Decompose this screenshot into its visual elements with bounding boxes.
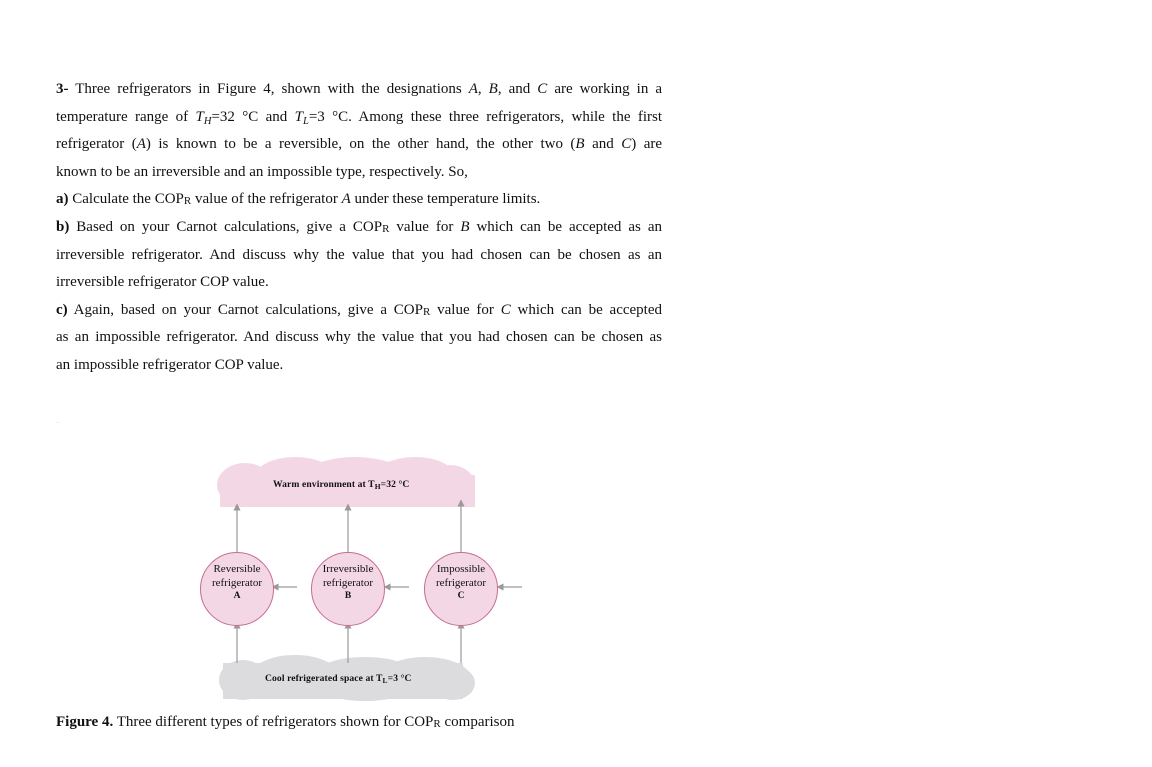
text-span: temperature range of	[56, 108, 196, 125]
text-span: are working in a	[547, 81, 662, 97]
fridge-c-line1: Impossible	[436, 563, 486, 575]
var-c: C	[500, 301, 511, 318]
var-a: A	[136, 136, 146, 153]
var-c: C	[537, 81, 548, 97]
caption-label: Figure 4.	[56, 714, 114, 730]
text-span: and	[592, 136, 614, 153]
part-a-label: a)	[56, 191, 69, 208]
text-span: which can be accepted	[510, 301, 662, 318]
fridge-a-line2: refrigerator	[211, 576, 263, 589]
text-span: =3 °C. Among these three refrigerators, while the first	[308, 108, 663, 125]
part-a	[56, 186, 662, 214]
cool-label	[265, 673, 412, 685]
part-b-label: b)	[56, 218, 70, 235]
sub-h: H	[203, 115, 212, 127]
text-span: Calculate the COP	[68, 191, 184, 208]
fridge-c	[424, 552, 498, 626]
fridge-b-line1: Irreversible	[322, 563, 374, 575]
var-a: A	[341, 191, 351, 208]
fridge-a-line1: Reversible	[213, 563, 261, 575]
fridge-a	[200, 552, 274, 626]
var-a: A	[468, 81, 478, 97]
question-number: 3-	[56, 81, 69, 97]
text-span: ) is known to be a reversible, on the other hand, the other two (	[145, 136, 576, 153]
part-c-line-1	[56, 297, 662, 325]
warm-label	[273, 479, 409, 491]
text-span: ) are	[631, 136, 663, 153]
fridge-c-letter: C	[457, 591, 465, 601]
text-span: which can be accepted as an	[469, 218, 663, 235]
text-span: comparison	[440, 714, 515, 730]
text-span: =32 °C	[380, 479, 410, 490]
part-c-label: c)	[56, 301, 68, 318]
text-span: Warm environment at T	[273, 479, 375, 490]
text-span: Again, based on your Carnot calculations, give a COP	[67, 301, 423, 318]
text-span: =3 °C	[387, 673, 412, 684]
question-3	[56, 76, 662, 380]
tiny-mark: ...	[56, 420, 60, 425]
part-c-line-3: an impossible refrigerator COP value.	[56, 356, 284, 373]
sub-r: R	[433, 718, 441, 730]
question-line-4: known to be an irreversible and an impossible type, respectively. So,	[56, 163, 468, 180]
question-line-2	[56, 104, 662, 132]
text-span: refrigerator (	[56, 136, 137, 153]
part-b-line-2: irreversible refrigerator. And discuss why the value that you had chosen can be chosen as an	[56, 246, 662, 263]
text-span: value of the refrigerator	[191, 191, 342, 208]
fridge-b	[311, 552, 385, 626]
sub-r: R	[382, 222, 390, 235]
part-b-line-3: irreversible refrigerator COP value.	[56, 274, 269, 291]
text-span: =32 °C and	[211, 108, 295, 125]
text-span: Based on your Carnot calculations, give a COP	[69, 218, 383, 235]
fridge-c-line2: refrigerator	[435, 576, 487, 589]
sub-r: R	[422, 305, 431, 318]
sub-l: L	[302, 115, 309, 127]
var-b: B	[488, 81, 498, 97]
var-b: B	[460, 218, 470, 235]
text-span: Three different types of refrigerators shown for COP	[113, 714, 434, 730]
question-line-3	[56, 131, 662, 159]
text-span: under these temperature limits.	[350, 191, 541, 208]
sub-h: H	[374, 482, 381, 491]
var-c: C	[621, 136, 632, 153]
sub-r: R	[183, 195, 192, 208]
sub-l: L	[382, 676, 388, 685]
fridge-b-line2: refrigerator	[322, 576, 374, 589]
part-b-line-1	[56, 214, 662, 242]
question-line-1: 3- Three refrigerators in Figure 4, shown with the designations A, B, and C are working in a	[56, 81, 662, 97]
var-t: T	[195, 108, 204, 125]
var-b: B	[575, 136, 585, 153]
text-span: value for	[430, 301, 501, 318]
fridge-a-letter: A	[233, 591, 241, 601]
figure-4	[195, 455, 535, 705]
text-span: Three refrigerators in Figure 4, shown with the designations	[68, 81, 469, 97]
text-span: value for	[389, 218, 461, 235]
figure-caption	[56, 714, 514, 731]
text-span: Cool refrigerated space at T	[265, 673, 383, 684]
text-span: and	[508, 81, 531, 97]
part-c-line-2: as an impossible refrigerator. And discuss why the value that you had chosen can be chosen as	[56, 329, 662, 346]
fridge-b-letter: B	[344, 591, 352, 601]
var-t: T	[294, 108, 303, 125]
